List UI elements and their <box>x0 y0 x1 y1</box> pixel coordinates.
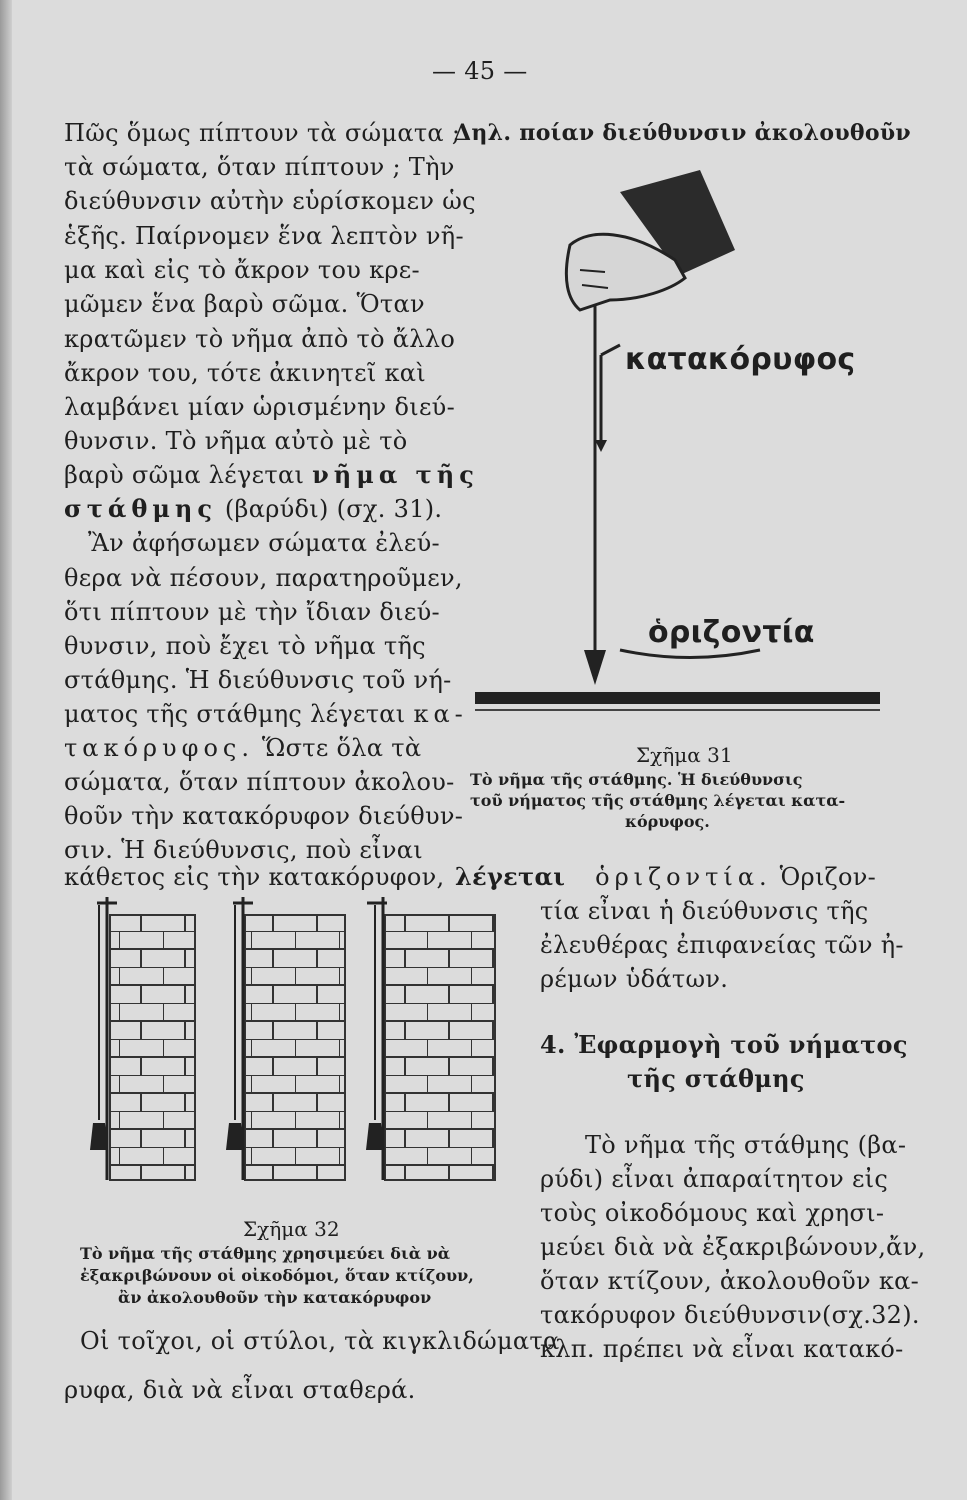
section-title-line-2: τῆς στάθμης <box>627 1064 805 1093</box>
text-line: ὅτι πίπτουν μὲ τὴν ἴδιαν διεύ- <box>64 598 440 626</box>
plumb-bob-icon <box>90 1123 108 1150</box>
text-line: ἐλευθέρας ἐπιφανείας τῶν ἠ- <box>540 931 904 959</box>
text-line: ρύδι) εἶναι ἀπαραίτητον εἰς <box>540 1165 889 1193</box>
section-heading <box>540 1030 908 1060</box>
text-line: στάθμης. Ἡ διεύθυνσις τοῦ νή- <box>64 666 452 694</box>
figure-32-brick-walls <box>75 895 505 1190</box>
figure-32-caption-line: ἐξακριβώνουν οἱ οἰκοδόμοι, ὅταν κτίζουν, <box>80 1266 474 1285</box>
text-line: κάθετος εἰς τὴν κατακόρυφον, <box>64 863 445 891</box>
text-line: τοὺς οἰκοδόμους καὶ χρησι- <box>540 1199 885 1227</box>
text-line: διεύθυνσιν αὐτὴν εὑρίσκομεν ὡς <box>64 187 476 215</box>
text-line: τὰ σώματα, ὅταν πίπτουν ; Τὴν <box>64 153 455 181</box>
text-line: Ἂν ἀφήσωμεν σώματα ἐλεύ- <box>88 529 440 557</box>
text-line: κρατῶμεν τὸ νῆμα ἀπὸ τὸ ἄλλο <box>64 325 456 353</box>
text-fragment: βαρὺ σῶμα λέγεται <box>64 461 305 489</box>
text-line: κλπ. πρέπει νὰ εἶναι κατακό- <box>540 1335 904 1363</box>
label-horizontal: ὁριζοντία <box>648 615 815 650</box>
text-line: ἑξῆς. Παίρνομεν ἕνα λεπτὸν νῆ- <box>64 222 464 250</box>
figure-32-caption-line: Τὸ νῆμα τῆς στάθμης χρησιμεύει διὰ νὰ <box>80 1244 451 1263</box>
brick-wall-2 <box>226 897 345 1180</box>
term-horizontal: ὁριζοντία. <box>595 863 772 891</box>
figure-31-caption-line: Τὸ νῆμα τῆς στάθμης. Ἡ διεύθυνσις <box>470 770 803 789</box>
section-title: Ἐφαρμογὴ τοῦ νήματος <box>574 1030 908 1059</box>
term-kata: κα- <box>413 700 468 728</box>
text-line: ὅταν κτίζουν, ἀκολουθοῦν κα- <box>540 1267 920 1295</box>
text-line-with-term <box>64 699 468 729</box>
arrow-down-icon <box>595 440 607 452</box>
text-line: θοῦν τὴν κατακόρυφον διεύθυν- <box>64 802 464 830</box>
text-line: σώματα, ὅταν πίπτουν ἀκολου- <box>64 768 455 796</box>
brick-wall-3 <box>366 897 495 1180</box>
figure-32-title: Σχῆμα 32 <box>243 1217 340 1241</box>
figure-31-title: Σχῆμα 31 <box>636 743 733 767</box>
text-line: μεύει διὰ νὰ ἐξακριβώνουν,ἄν, <box>540 1233 926 1261</box>
term-stathmis: στάθμης <box>64 494 217 523</box>
text-line: σιν. Ἡ διεύθυνσις, ποὺ εἶναι <box>64 836 423 864</box>
text-line: ρέμων ὑδάτων. <box>540 965 729 993</box>
text-fragment: (βαρύδι) (σχ. 31). <box>224 495 443 523</box>
text-fragment: Ὥστε ὅλα τὰ <box>261 734 422 762</box>
plumb-bob-icon <box>584 650 606 685</box>
text-line-with-term <box>64 460 479 490</box>
text-line: Τὸ νῆμα τῆς στάθμης (βα- <box>585 1131 907 1159</box>
text-line: τακόρυφον διεύθυνσιν(σχ.32). <box>540 1301 920 1329</box>
text-line: λαμβάνει μίαν ὡρισμένην διεύ- <box>64 393 455 421</box>
text-fragment: ματος τῆς στάθμης λέγεται <box>64 700 406 728</box>
brick-wall-1 <box>90 897 195 1180</box>
text-line: μῶμεν ἕνα βαρὺ σῶμα. Ὅταν <box>64 290 425 318</box>
text-line: μα καὶ εἰς τὸ ἄκρον του κρε- <box>64 256 420 284</box>
term-nima: νῆμα τῆς <box>312 460 479 489</box>
text-fragment: λέγεται <box>455 862 566 891</box>
text-line: Πῶς ὅμως πίπτουν τὰ σώματα ; <box>64 119 461 147</box>
text-line: θερα νὰ πέσουν, παρατηροῦμεν, <box>64 564 463 592</box>
text-line: θυνσιν. Τὸ νῆμα αὐτὸ μὲ τὸ <box>64 427 408 455</box>
text-fragment: Ὁριζον- <box>779 863 877 891</box>
text-line: Οἱ τοῖχοι, οἱ στύλοι, τὰ κιγκλιδώματα <box>80 1327 560 1355</box>
figure-31-caption-line: τοῦ νήματος τῆς στάθμης λέγεται κατα- <box>470 791 846 810</box>
text-line: ἄκρον του, τότε ἀκινητεῖ καὶ <box>64 359 426 387</box>
plumb-bob-icon <box>366 1123 384 1150</box>
section-number: 4. <box>540 1030 566 1059</box>
text-line: ρυφα, διὰ νὰ εἶναι σταθερά. <box>64 1376 416 1404</box>
figure-31-caption-line: κόρυφος. <box>625 812 710 831</box>
text-line: θυνσιν, ποὺ ἔχει τὸ νῆμα τῆς <box>64 632 426 660</box>
page-number: — 45 — <box>432 57 528 85</box>
text-line-with-term <box>455 862 876 892</box>
figure-32-caption-line: ἂν ἀκολουθοῦν τὴν κατακόρυφον <box>118 1288 432 1307</box>
plumb-bob-icon <box>226 1123 244 1150</box>
text-line-with-term <box>64 494 442 524</box>
term-takoryfos: τακόρυφος. <box>64 734 254 762</box>
text-line: τία εἶναι ἡ διεύθυνσις τῆς <box>540 897 869 925</box>
book-spine-shadow <box>0 0 12 1500</box>
horizontal-surface <box>475 692 880 704</box>
text-line-top-right: Δηλ. ποίαν διεύθυνσιν ἀκολουθοῦν <box>454 120 911 146</box>
label-vertical: κατακόρυφος <box>625 342 856 377</box>
text-line-with-term <box>64 733 421 763</box>
